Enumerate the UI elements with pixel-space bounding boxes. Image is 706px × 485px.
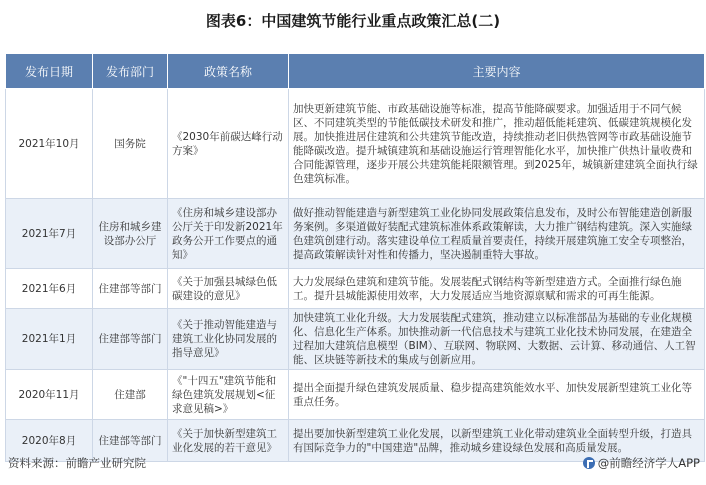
row-content: 加快建筑工业化升级。大力发展装配式建筑，推动建立以标准部品为基础的专业化规模化、信息化生产体系。加快推动新一代信息技术与建筑工业化技术协同发展，在建造全过程加大建筑信息模型（BIM）、互联网、物联网、大数据、云计算、移动通信、人工智能、区块链等新技术的集成与创新应用。	[289, 309, 705, 370]
row-policy-name: 《关于推动智能建造与建筑工业化协同发展的指导意见》	[168, 309, 289, 370]
row-content: 加快更新建筑节能、市政基础设施等标准，提高节能降碳要求。加强适用于不同气候区、不同建筑类型的节能低碳技术研发和推广，推动超低能耗建筑、低碳建筑规模化发展。加快推进居住建筑和公共建筑节能改造，持续推动老旧供热管网等市政基础设施节能降碳改造。提升城镇建筑和基础设施运行管理智能化水平，加快推广供热计量收费和合同能源管理，逐步开展公共建筑能耗限额管理。到2025年，城镇新建建筑全面执行绿色建筑标准。	[289, 89, 705, 199]
table-row	[6, 269, 705, 309]
row-date: 2020年8月	[6, 420, 93, 462]
row-dept: 住建部等部门	[93, 269, 168, 309]
row-policy-name: 《住房和城乡建设部办公厅关于印发新2021年政务公开工作要点的通知》	[168, 199, 289, 269]
row-date: 2021年1月	[6, 309, 93, 370]
row-content: 做好推动智能建造与新型建筑工业化协同发展政策信息发布，及时公布智能建造创新服务案例。多渠道做好装配式建筑标准体系政策解读，大力推广钢结构建筑。深入实施绿色建筑创建行动。落实建设单位工程质量首要责任，持续开展建筑施工安全专项整治，提高政策解读针对性和传播力，坚决遏制重特大事故。	[289, 199, 705, 269]
row-content: 提出全面提升绿色建筑发展质量、稳步提高建筑能效水平、加快发展新型建筑工业化等重点任务。	[289, 370, 705, 420]
row-policy-name: 《"十四五"建筑节能和绿色建筑发展规划<征求意见稿>》	[168, 370, 289, 420]
table-row	[6, 89, 705, 199]
row-date: 2021年7月	[6, 199, 93, 269]
table-row	[6, 370, 705, 420]
table-row	[6, 309, 705, 370]
row-dept: 住建部等部门	[93, 420, 168, 462]
row-content: 大力发展绿色建筑和建筑节能。发展装配式钢结构等新型建造方式。全面推行绿色施工。提升县城能源使用效率，大力发展适应当地资源禀赋和需求的可再生能源。	[289, 269, 705, 309]
page-title: 图表6：中国建筑节能行业重点政策汇总(二)	[205, 12, 501, 30]
qianzhan-logo-icon	[583, 457, 595, 469]
row-dept: 住房和城乡建设部办公厅	[93, 199, 168, 269]
brand-credit-label: @前瞻经济学人APP	[597, 456, 700, 470]
row-date: 2021年10月	[6, 89, 93, 199]
row-policy-name: 《关于加强县城绿色低碳建设的意见》	[168, 269, 289, 309]
row-policy-name: 《2030年前碳达峰行动方案》	[168, 89, 289, 199]
row-date: 2021年6月	[6, 269, 93, 309]
table-row	[6, 199, 705, 269]
row-date: 2020年11月	[6, 370, 93, 420]
header-policy-name: 政策名称	[168, 54, 289, 89]
table-header-row	[6, 54, 705, 89]
row-dept: 住建部	[93, 370, 168, 420]
row-policy-name: 《关于加快新型建筑工业化发展的若干意见》	[168, 420, 289, 462]
brand-credit	[583, 455, 700, 471]
header-date: 发布日期	[6, 54, 93, 89]
row-content: 提出要加快新型建筑工业化发展，以新型建筑工业化带动建筑业全面转型升级，打造具有国际竞争力的"中国建造"品牌，推动城乡建设绿色发展和高质量发展。	[289, 420, 705, 462]
policy-table	[5, 53, 705, 462]
source-note: 资料来源：前瞻产业研究院	[8, 456, 146, 470]
row-dept: 国务院	[93, 89, 168, 199]
row-dept: 住建部等部门	[93, 309, 168, 370]
header-content: 主要内容	[289, 54, 705, 89]
header-dept: 发布部门	[93, 54, 168, 89]
